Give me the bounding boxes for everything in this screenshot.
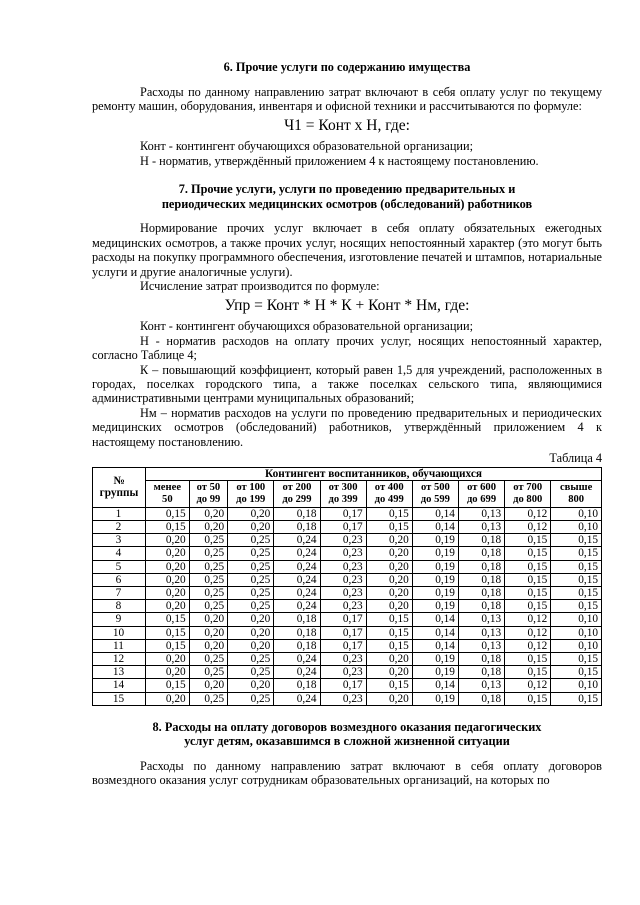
value-cell: 0,20 <box>228 626 274 639</box>
value-cell: 0,14 <box>412 520 458 533</box>
value-cell: 0,17 <box>320 679 366 692</box>
value-cell: 0,20 <box>189 613 228 626</box>
value-cell: 0,13 <box>458 639 504 652</box>
table-row <box>93 639 602 652</box>
value-cell: 0,20 <box>228 520 274 533</box>
table-row <box>93 692 602 705</box>
value-cell: 0,14 <box>412 679 458 692</box>
value-cell: 0,19 <box>412 666 458 679</box>
value-cell: 0,23 <box>320 547 366 560</box>
group-number-cell: 2 <box>93 520 146 533</box>
group-number-cell: 11 <box>93 639 146 652</box>
value-cell: 0,13 <box>458 626 504 639</box>
value-cell: 0,20 <box>146 534 190 547</box>
section-8-title-line-2: услуг детям, оказавшимся в сложной жизненной ситуации <box>184 734 510 749</box>
table-row <box>93 573 602 586</box>
value-cell: 0,19 <box>412 600 458 613</box>
value-cell: 0,20 <box>189 507 228 520</box>
value-cell: 0,20 <box>366 573 412 586</box>
value-cell: 0,15 <box>505 586 551 599</box>
value-cell: 0,15 <box>551 586 602 599</box>
column-header-5 <box>320 480 366 507</box>
value-cell: 0,18 <box>274 613 320 626</box>
value-cell: 0,20 <box>189 520 228 533</box>
value-cell: 0,18 <box>274 679 320 692</box>
value-cell: 0,17 <box>320 613 366 626</box>
value-cell: 0,23 <box>320 534 366 547</box>
value-cell: 0,15 <box>505 652 551 665</box>
value-cell: 0,19 <box>412 652 458 665</box>
value-cell: 0,25 <box>228 600 274 613</box>
value-cell: 0,13 <box>458 679 504 692</box>
value-cell: 0,25 <box>189 573 228 586</box>
value-cell: 0,25 <box>189 547 228 560</box>
value-cell: 0,23 <box>320 560 366 573</box>
table-row <box>93 586 602 599</box>
value-cell: 0,24 <box>274 534 320 547</box>
value-cell: 0,15 <box>505 560 551 573</box>
column-header-10 <box>551 480 602 507</box>
value-cell: 0,20 <box>366 692 412 705</box>
value-cell: 0,20 <box>366 560 412 573</box>
value-cell: 0,18 <box>458 547 504 560</box>
value-cell: 0,18 <box>274 639 320 652</box>
value-cell: 0,23 <box>320 692 366 705</box>
value-cell: 0,20 <box>146 652 190 665</box>
value-cell: 0,15 <box>505 666 551 679</box>
value-cell: 0,14 <box>412 639 458 652</box>
column-header-6 <box>366 480 412 507</box>
value-cell: 0,10 <box>551 613 602 626</box>
value-cell: 0,23 <box>320 600 366 613</box>
value-cell: 0,15 <box>146 613 190 626</box>
table-body <box>93 507 602 705</box>
column-header-8 <box>458 480 504 507</box>
value-cell: 0,25 <box>189 534 228 547</box>
group-number-cell: 5 <box>93 560 146 573</box>
value-cell: 0,25 <box>189 600 228 613</box>
value-cell: 0,20 <box>146 586 190 599</box>
value-cell: 0,19 <box>412 547 458 560</box>
value-cell: 0,15 <box>366 520 412 533</box>
value-cell: 0,19 <box>412 586 458 599</box>
column-header-line-1: от 500 <box>420 481 450 493</box>
value-cell: 0,24 <box>274 560 320 573</box>
column-header-line-2: до 199 <box>236 493 266 505</box>
section-7-definition-2: Н - норматив расходов на оплату прочих услуг, носящих непостоянный характер, согласно Таблице 4; <box>92 333 602 363</box>
group-number-cell: 14 <box>93 679 146 692</box>
value-cell: 0,15 <box>551 600 602 613</box>
value-cell: 0,15 <box>366 679 412 692</box>
value-cell: 0,25 <box>228 652 274 665</box>
column-header-line-1: от 700 <box>513 481 543 493</box>
value-cell: 0,17 <box>320 520 366 533</box>
value-cell: 0,18 <box>458 692 504 705</box>
column-header-9 <box>505 480 551 507</box>
value-cell: 0,24 <box>274 547 320 560</box>
table-row <box>93 679 602 692</box>
value-cell: 0,15 <box>551 547 602 560</box>
value-cell: 0,15 <box>505 573 551 586</box>
group-number-cell: 3 <box>93 534 146 547</box>
section-7-definition-4: Нм – норматив расходов на услуги по проведению предварительных и периодических медицинских осмотров (обследований) работников, утверждённый приложением 4 к настоящему постановлению. <box>92 405 602 449</box>
group-header-line-2: группы <box>99 487 139 500</box>
value-cell: 0,25 <box>189 652 228 665</box>
section-7-formula: Упр = Конт * Н * К + Конт * Нм, где: <box>224 297 470 315</box>
value-cell: 0,20 <box>146 547 190 560</box>
table-row <box>93 560 602 573</box>
value-cell: 0,15 <box>146 626 190 639</box>
section-6-definition-1: Конт - контингент обучающихся образовательной организации; <box>140 139 473 154</box>
value-cell: 0,20 <box>228 507 274 520</box>
table-4 <box>92 467 602 706</box>
value-cell: 0,25 <box>189 666 228 679</box>
group-number-cell: 15 <box>93 692 146 705</box>
value-cell: 0,24 <box>274 586 320 599</box>
value-cell: 0,25 <box>189 560 228 573</box>
group-number-cell: 6 <box>93 573 146 586</box>
value-cell: 0,18 <box>458 586 504 599</box>
value-cell: 0,25 <box>228 547 274 560</box>
value-cell: 0,12 <box>505 520 551 533</box>
group-number-cell: 1 <box>93 507 146 520</box>
column-header-line-2: до 599 <box>420 493 450 505</box>
value-cell: 0,20 <box>228 679 274 692</box>
value-cell: 0,18 <box>274 626 320 639</box>
table-4-caption: Таблица 4 <box>549 451 602 466</box>
value-cell: 0,24 <box>274 666 320 679</box>
value-cell: 0,10 <box>551 520 602 533</box>
value-cell: 0,10 <box>551 507 602 520</box>
value-cell: 0,17 <box>320 507 366 520</box>
value-cell: 0,20 <box>366 547 412 560</box>
column-header-line-2: 50 <box>162 493 173 505</box>
column-header-4 <box>274 480 320 507</box>
value-cell: 0,20 <box>189 679 228 692</box>
value-cell: 0,18 <box>458 560 504 573</box>
table-row <box>93 652 602 665</box>
group-number-cell: 4 <box>93 547 146 560</box>
value-cell: 0,15 <box>146 679 190 692</box>
value-cell: 0,20 <box>366 652 412 665</box>
value-cell: 0,20 <box>366 586 412 599</box>
value-cell: 0,25 <box>228 586 274 599</box>
column-header-row <box>93 480 602 507</box>
value-cell: 0,13 <box>458 507 504 520</box>
value-cell: 0,20 <box>228 639 274 652</box>
value-cell: 0,15 <box>505 534 551 547</box>
table-row <box>93 507 602 520</box>
value-cell: 0,18 <box>458 534 504 547</box>
contingent-header: Контингент воспитанников, обучающихся <box>146 467 602 480</box>
value-cell: 0,20 <box>366 666 412 679</box>
column-header-line-2: до 99 <box>196 493 221 505</box>
group-number-cell: 12 <box>93 652 146 665</box>
value-cell: 0,12 <box>505 639 551 652</box>
value-cell: 0,10 <box>551 679 602 692</box>
section-8-title-line-1: 8. Расходы на оплату договоров возмездного оказания педагогических <box>152 719 542 734</box>
value-cell: 0,15 <box>551 652 602 665</box>
value-cell: 0,15 <box>366 507 412 520</box>
value-cell: 0,18 <box>458 573 504 586</box>
value-cell: 0,19 <box>412 534 458 547</box>
value-cell: 0,25 <box>189 586 228 599</box>
section-6-formula: Ч1 = Конт х Н, где: <box>284 117 410 135</box>
value-cell: 0,19 <box>412 692 458 705</box>
value-cell: 0,20 <box>146 666 190 679</box>
value-cell: 0,13 <box>458 520 504 533</box>
value-cell: 0,24 <box>274 600 320 613</box>
value-cell: 0,17 <box>320 626 366 639</box>
column-header-line-2: 800 <box>568 493 585 505</box>
value-cell: 0,20 <box>366 534 412 547</box>
value-cell: 0,23 <box>320 573 366 586</box>
group-header-line-1: № <box>113 474 125 487</box>
value-cell: 0,12 <box>505 507 551 520</box>
value-cell: 0,15 <box>505 692 551 705</box>
value-cell: 0,25 <box>228 573 274 586</box>
value-cell: 0,19 <box>412 573 458 586</box>
value-cell: 0,13 <box>458 613 504 626</box>
value-cell: 0,15 <box>551 666 602 679</box>
column-header-line-2: до 399 <box>328 493 358 505</box>
value-cell: 0,14 <box>412 613 458 626</box>
value-cell: 0,24 <box>274 573 320 586</box>
value-cell: 0,12 <box>505 613 551 626</box>
value-cell: 0,24 <box>274 652 320 665</box>
value-cell: 0,15 <box>505 600 551 613</box>
section-7-title-line-2: периодических медицинских осмотров (обследований) работников <box>161 196 533 211</box>
table-row <box>93 613 602 626</box>
column-header-line-2: до 299 <box>282 493 312 505</box>
value-cell: 0,15 <box>366 626 412 639</box>
value-cell: 0,18 <box>274 507 320 520</box>
value-cell: 0,20 <box>228 613 274 626</box>
column-header-line-1: от 600 <box>467 481 496 493</box>
value-cell: 0,23 <box>320 666 366 679</box>
value-cell: 0,15 <box>551 534 602 547</box>
column-header-line-2: до 499 <box>374 493 404 505</box>
value-cell: 0,23 <box>320 652 366 665</box>
value-cell: 0,10 <box>551 639 602 652</box>
group-number-cell: 10 <box>93 626 146 639</box>
value-cell: 0,12 <box>505 626 551 639</box>
group-number-cell: 9 <box>93 613 146 626</box>
column-header-line-1: от 50 <box>196 481 221 493</box>
value-cell: 0,20 <box>146 560 190 573</box>
value-cell: 0,24 <box>274 692 320 705</box>
value-cell: 0,15 <box>366 639 412 652</box>
table-row <box>93 534 602 547</box>
value-cell: 0,15 <box>505 547 551 560</box>
group-number-cell: 13 <box>93 666 146 679</box>
section-6-definition-2: Н - норматив, утверждённый приложением 4 к настоящему постановлению. <box>140 153 539 168</box>
column-header-1 <box>146 480 190 507</box>
value-cell: 0,25 <box>228 534 274 547</box>
column-header-3 <box>228 480 274 507</box>
column-header-line-1: от 100 <box>236 481 266 493</box>
table-row <box>93 520 602 533</box>
value-cell: 0,15 <box>551 692 602 705</box>
table-row <box>93 600 602 613</box>
value-cell: 0,12 <box>505 679 551 692</box>
column-header-line-1: свыше <box>559 481 593 493</box>
value-cell: 0,19 <box>412 560 458 573</box>
value-cell: 0,18 <box>458 666 504 679</box>
value-cell: 0,15 <box>146 639 190 652</box>
value-cell: 0,15 <box>551 560 602 573</box>
value-cell: 0,18 <box>458 652 504 665</box>
value-cell: 0,10 <box>551 626 602 639</box>
column-header-2 <box>189 480 228 507</box>
column-header-7 <box>412 480 458 507</box>
column-header-line-1: от 200 <box>282 481 312 493</box>
value-cell: 0,15 <box>551 573 602 586</box>
section-7-paragraph-2: Исчисление затрат производится по формуле: <box>140 279 380 294</box>
column-header-line-2: до 699 <box>466 493 497 505</box>
table-row <box>93 666 602 679</box>
column-header-line-1: менее <box>153 481 182 493</box>
table-row <box>93 626 602 639</box>
section-6-paragraph: Расходы по данному направлению затрат включают в себя оплату услуг по текущему ремонту машин, оборудования, инвентаря и офисной техники и рассчитываются по формуле: <box>92 84 602 113</box>
value-cell: 0,15 <box>366 613 412 626</box>
column-header-line-1: от 300 <box>328 481 358 493</box>
group-number-header <box>93 467 146 507</box>
value-cell: 0,20 <box>146 573 190 586</box>
value-cell: 0,14 <box>412 507 458 520</box>
value-cell: 0,25 <box>228 692 274 705</box>
document-content <box>92 60 602 788</box>
value-cell: 0,15 <box>146 507 190 520</box>
value-cell: 0,20 <box>146 692 190 705</box>
value-cell: 0,14 <box>412 626 458 639</box>
section-6-title: 6. Прочие услуги по содержанию имущества <box>223 60 471 74</box>
value-cell: 0,20 <box>366 600 412 613</box>
value-cell: 0,25 <box>228 560 274 573</box>
value-cell: 0,25 <box>228 666 274 679</box>
group-number-cell: 8 <box>93 600 146 613</box>
value-cell: 0,25 <box>189 692 228 705</box>
value-cell: 0,15 <box>146 520 190 533</box>
section-7-definition-3: К – повышающий коэффициент, который равен 1,5 для учреждений, расположенных в городах, поселках городского типа, а также поселках сельского типа, являющимися административными центрами муниципальных образований; <box>92 362 602 406</box>
value-cell: 0,20 <box>146 600 190 613</box>
column-header-line-2: до 800 <box>513 493 543 505</box>
table-row <box>93 547 602 560</box>
value-cell: 0,17 <box>320 639 366 652</box>
section-7-title-line-1: 7. Прочие услуги, услуги по проведению предварительных и <box>178 182 516 197</box>
column-header-line-1: от 400 <box>374 481 404 493</box>
section-8-paragraph: Расходы по данному направлению затрат включают в себя оплату договоров возмездного оказания услуг сотрудникам образовательных организаций, на которых по <box>92 758 602 788</box>
group-number-cell: 7 <box>93 586 146 599</box>
value-cell: 0,18 <box>458 600 504 613</box>
section-7-paragraph-1: Нормирование прочих услуг включает в себя оплату обязательных ежегодных медицинских осмотров, а также прочих услуг, носящих непостоянный характер (это могут быть расходы на покупку программного обеспечения, изготовление печатей и штампов, нотариальные услуги и другие аналогичные услуги). <box>92 221 602 279</box>
value-cell: 0,18 <box>274 520 320 533</box>
value-cell: 0,20 <box>189 626 228 639</box>
section-7-definition-1: Конт - контингент обучающихся образовательной организации; <box>140 319 473 334</box>
value-cell: 0,20 <box>189 639 228 652</box>
value-cell: 0,23 <box>320 586 366 599</box>
